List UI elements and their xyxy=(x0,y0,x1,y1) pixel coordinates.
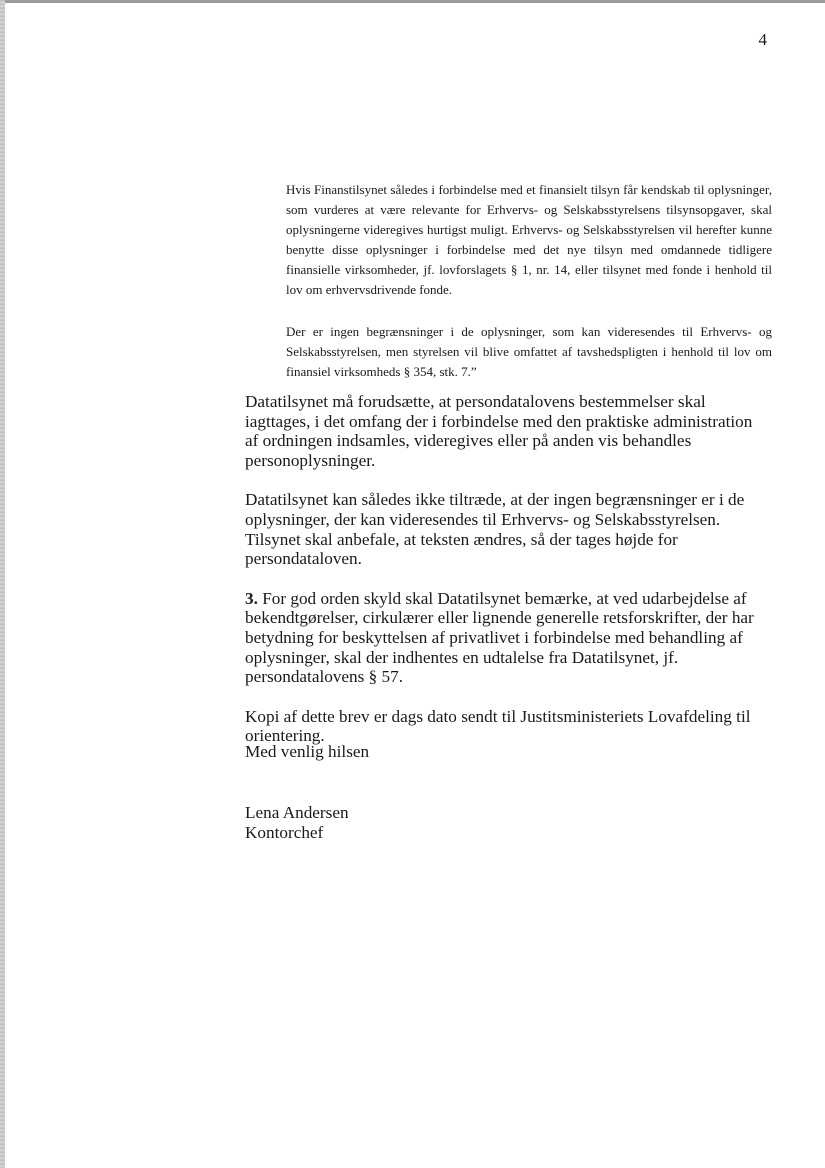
signature-block xyxy=(245,803,349,843)
body-paragraph-2: Datatilsynet kan således ikke tiltræde, at der ingen begrænsninger er i de oplysninger, der kan videresendes til Erhvervs- og Selskabsstyrelsen. Tilsynet skal anbefale, at teksten ændres, så der tages højde for persondataloven. xyxy=(245,490,745,569)
scan-edge-left xyxy=(0,0,5,1168)
quote-paragraph-1: Hvis Finanstilsynet således i forbindelse med et finansielt tilsyn får kendskab til oplysninger, som vurderes at være relevante for Erhvervs- og Selskabsstyrelsens tilsynsopgaver, skal oplysningerne videregives hurtigst muligt. Erhvervs- og Selskabsstyrelsen vil herefter kunne benytte disse oplysninger i forbindelse med det nye tilsyn med omdannede tidligere finansielle virksomheder, jf. lovforslagets § 1, nr. 14, eller tilsynet med fonde i henhold til lov om erhvervsdrivende fonde. xyxy=(286,182,772,297)
letter-body xyxy=(245,392,768,766)
section-number: 3. xyxy=(245,588,258,608)
body-paragraph-3 xyxy=(245,589,768,687)
body-paragraph-4: Kopi af dette brev er dags dato sendt til Justitsministeriets Lovafdeling til orientering. xyxy=(245,706,751,746)
signer-title: Kontorchef xyxy=(245,823,324,842)
quoted-block xyxy=(286,180,772,404)
scan-edge-top xyxy=(0,0,825,3)
body-paragraph-1: Datatilsynet må forudsætte, at persondatalovens bestemmelser skal iagttages, i det omfang der i forbindelse med den praktiske administration af ordningen indsamles, videregives eller på anden vis behandles personoplysninger. xyxy=(245,392,753,470)
closing-greeting: Med venlig hilsen xyxy=(245,742,370,761)
quote-paragraph-2: Der er ingen begrænsninger i de oplysninger, som kan videresendes til Erhvervs- og Selskabsstyrelsen, men styrelsen vil blive omfattet af tavshedspligten i henhold til lov om finansiel virksomheds § 354, stk. 7.” xyxy=(286,324,772,379)
signer-name: Lena Andersen xyxy=(245,803,349,822)
page-number: 4 xyxy=(758,30,767,49)
body-paragraph-3-text: For god orden skyld skal Datatilsynet bemærke, at ved udarbejdelse af bekendtgørelser, cirkulærer eller lignende generelle retsforskrifter, der har betydning for beskyttelsen af privatlivet i forbindelse med behandling af oplysninger, skal der indhentes en udtalelse fra Datatilsynet, jf. persondatalovens § 57. xyxy=(245,588,754,687)
